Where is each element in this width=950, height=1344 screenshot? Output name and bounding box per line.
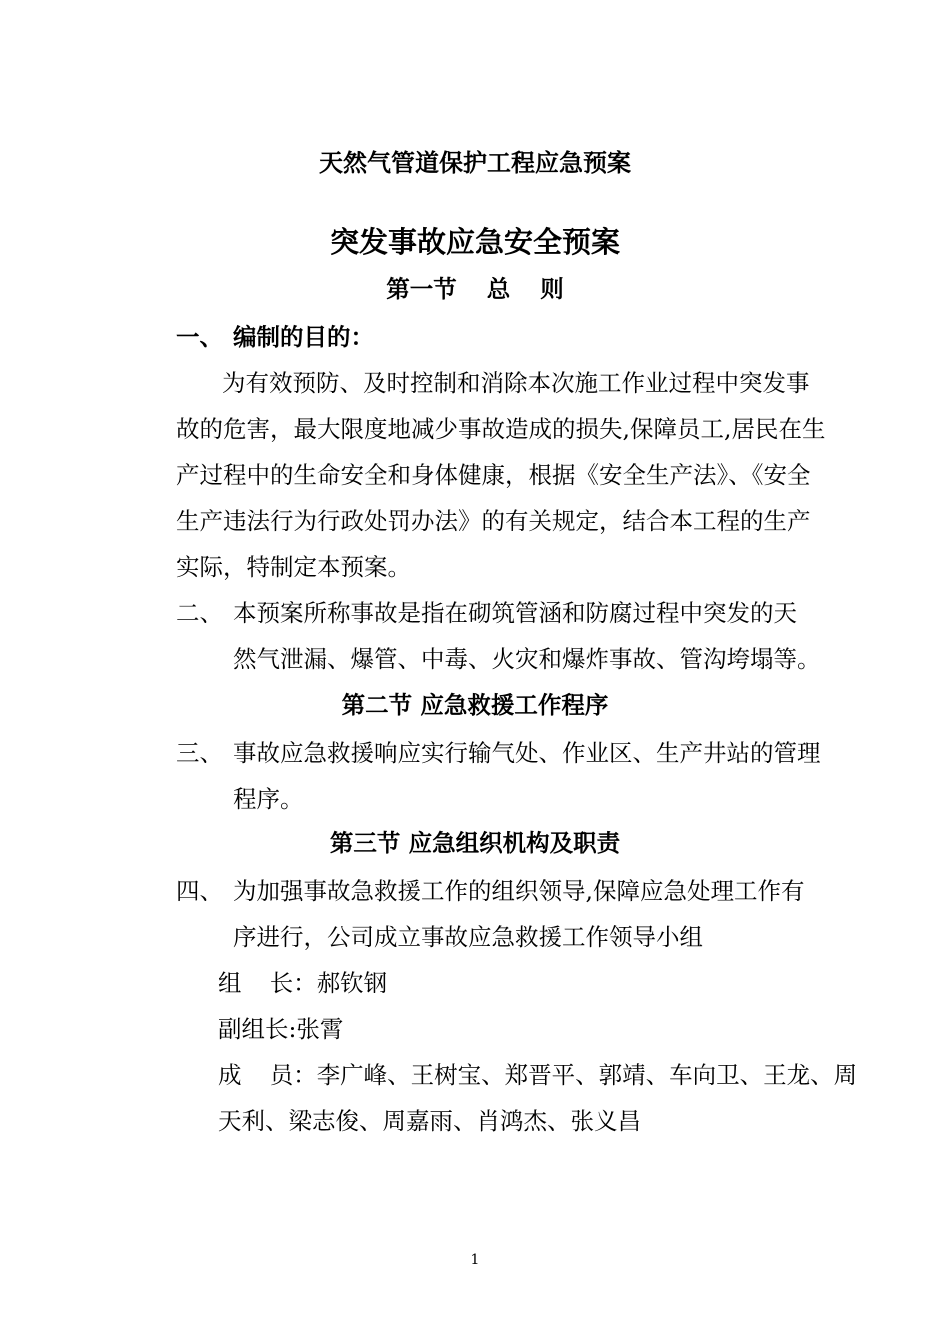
para1-line-4: 生产违法行为行政处罚办法》的有关规定，结合本工程的生产	[176, 507, 811, 535]
members-row	[218, 1060, 857, 1090]
item2-line-1: 本预案所称事故是指在砌筑管涵和防腐过程中突发的天	[233, 599, 797, 627]
deputy-name: 张霄	[296, 1015, 344, 1043]
section1-heading-prefix: 第一节	[386, 275, 457, 303]
document-title: 天然气管道保护工程应急预案	[319, 148, 631, 177]
item4-line-2: 序进行，公司成立事故应急救援工作领导小组	[233, 923, 703, 951]
para1-line-1: 为有效预防、及时控制和消除本次施工作业过程中突发事	[222, 369, 810, 397]
leader-name: 郝钦钢	[316, 969, 388, 997]
section2-heading: 第二节 应急救援工作程序	[341, 691, 609, 719]
leader-label-a: 组	[218, 969, 242, 997]
item1-heading: 编制的目的：	[233, 323, 374, 351]
item3-line-2: 程序。	[233, 785, 304, 813]
section1-heading-word2: 则	[540, 275, 564, 303]
item1-marker: 一、	[176, 323, 223, 351]
page-number: 1	[470, 1252, 480, 1268]
item4-marker: 四、	[176, 877, 223, 905]
para1-line-3: 产过程中的生命安全和身体健康，根据《安全生产法》、《安全	[176, 461, 811, 489]
leader-row	[218, 968, 387, 998]
para1-line-2: 故的危害，最大限度地减少事故造成的损失,保障员工,居民在生	[176, 415, 826, 443]
deputy-row	[218, 1014, 343, 1044]
item3-marker: 三、	[176, 739, 223, 767]
members-line-2: 天利、梁志俊、周嘉雨、肖鸿杰、张义昌	[218, 1107, 641, 1135]
item2-marker: 二、	[176, 599, 223, 627]
section1-heading	[0, 274, 950, 304]
item4-line-1: 为加强事故急救援工作的组织领导,保障应急处理工作有	[233, 877, 805, 905]
para1-line-5: 实际，特制定本预案。	[176, 553, 411, 581]
section1-heading-word1: 总	[486, 275, 511, 303]
members-label-b: 员：	[269, 1061, 317, 1089]
leader-label-b: 长：	[269, 969, 317, 997]
item2-line-2: 然气泄漏、爆管、中毒、火灾和爆炸事故、管沟垮塌等。	[233, 645, 821, 673]
section3-heading: 第三节 应急组织机构及职责	[329, 829, 621, 857]
deputy-label: 副组长:	[218, 1015, 297, 1043]
item3-line-1: 事故应急救援响应实行输气处、作业区、生产井站的管理	[233, 739, 821, 767]
members-label-a: 成	[218, 1061, 242, 1089]
members-line-1: 李广峰、王树宝、郑晋平、郭靖、车向卫、王龙、周	[316, 1061, 858, 1089]
document-subtitle: 突发事故应急安全预案	[329, 225, 620, 259]
